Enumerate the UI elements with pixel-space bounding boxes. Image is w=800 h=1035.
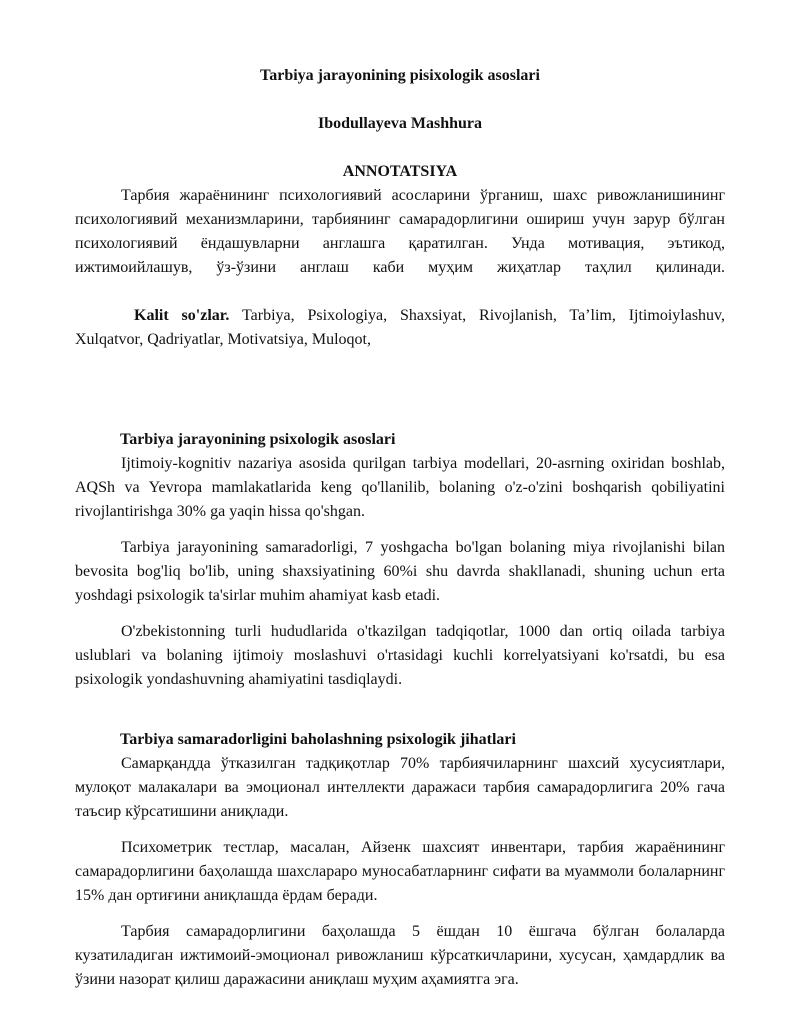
spacer — [75, 824, 725, 836]
paragraph: Ijtimoiy-kognitiv nazariya asosida qurilgan tarbiya modellari, 20-asrning oxiridan boshlab, AQSh va Yevropa mamlakatlarida keng qo'llanilib, bolaning o'z-o'zini boshqarish qobiliyatini rivojlantirishga 30% ga yaqin hissa qo'shgan. — [75, 455, 725, 520]
spacer — [75, 416, 725, 428]
document-title: Tarbiya jarayonining pisixologik asoslari — [260, 67, 540, 84]
keywords-label: Kalit so'zlar. — [134, 307, 230, 324]
spacer — [75, 524, 725, 536]
paragraph: Самарқандда ўтказилган тадқиқотлар 70% тарбиячиларнинг шахсий хусусиятлари, мулоқот малакалари ва эмоционал интеллекти даражаси тарбия самарадорлигига 20% гача таъсир кўрсатишини аниқлади. — [75, 755, 725, 820]
paragraph: Tarbiya jarayonining samaradorligi, 7 yoshgacha bo'lgan bolaning miya rivojlanishi bilan bevosita bog'liq bo'lib, uning shaxsiyatining 60%i shu davrda shakllanadi, shuning uchun erta yoshdagi psixologik ta'sirlar muhim ahamiyat kasb etadi. — [75, 539, 725, 604]
paragraph: Психометрик тестлар, масалан, Айзенк шахсият инвентари, тарбия жараёнининг самарадорлигини баҳолашда шахслараро муносабатларнинг сифати ва муаммоли болаларнинг 15% дан ортиғини аниқлашда ёрдам беради. — [75, 839, 725, 904]
keywords-list: Tarbiya, Psixologiya, Shaxsiyat, Rivojlanish, Ta’lim, Ijtimoiylashuv, Xulqatvor, Qadriyatlar, Motivatsiya, Muloqot, — [75, 307, 726, 348]
author-name: Ibodullayeva Mashhura — [317, 115, 483, 132]
annotation-heading: ANNOTATSIYA — [342, 163, 458, 180]
paragraph: O'zbekistonning turli hududlarida o'tkazilgan tadqiqotlar, 1000 dan ortiq oilada tarbiya uslublari va bolaning ijtimoiy moslashuvi o'rtasidagi kuchli korrelyatsiyani ko'rsatdi, bu esa psixologik yondashuvning ahamiyatini tasdiqlaydi. — [75, 623, 725, 688]
section-heading: Tarbiya samaradorligini baholashning psixologik jihatlari — [120, 731, 516, 748]
paragraph: Тарбия самарадорлигини баҳолашда 5 ёшдан 10 ёшгача бўлган болаларда кузатиладиган ижтимоий-эмоционал ривожланиш кўрсаткичларини, хусусан, ҳамдардлик ва ўзини назорат қилиш даражасини аниқлаш муҳим аҳамиятга эга. — [75, 923, 725, 988]
annotation-text: Тарбия жараёнининг психологиявий асосларини ўрганиш, шахс ривожланишининг психологиявий механизмларини, тарбиянинг самарадорлигини ошириш учун зарур бўлган психологиявий ёндашувларни англашга қаратилган. Унда мотивация, эътикод, ижтимоийлашув, ўз-ўзини англаш каби муҳим жиҳатлар таҳлил қилинади. — [75, 187, 725, 276]
spacer — [75, 608, 725, 620]
keywords-paragraph — [75, 304, 725, 352]
spacer — [75, 716, 725, 728]
spacer — [75, 692, 725, 716]
spacer — [75, 908, 725, 920]
section-heading: Tarbiya jarayonining psixologik asoslari — [120, 431, 396, 448]
spacer — [75, 368, 725, 416]
